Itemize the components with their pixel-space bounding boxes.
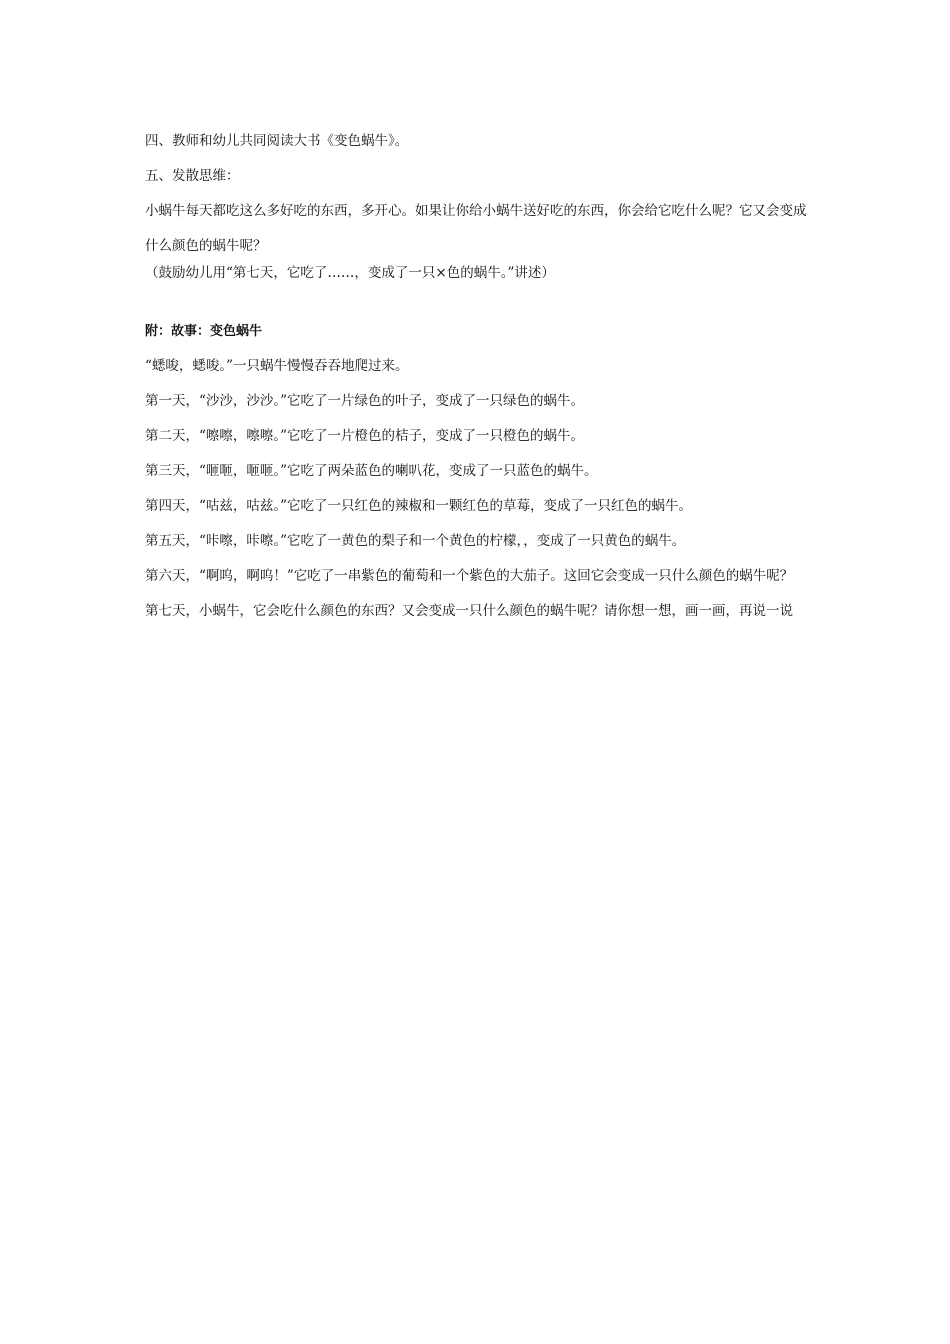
step-5-heading: 五、发散思维： bbox=[145, 168, 240, 184]
story-heading: 附：故事：变色蜗牛 bbox=[145, 324, 263, 339]
story-line-0: “蟋唆，蟋唆。”一只蜗牛慢慢吞吞地爬过来。 bbox=[145, 358, 409, 374]
story-line-4: 第四天，“咕兹，咕兹。”它吃了一只红色的辣椒和一颗红色的草莓，变成了一只红色的蜗牛。 bbox=[145, 498, 693, 514]
story-line-3: 第三天，“咂咂，咂咂。”它吃了两朵蓝色的喇叭花，变成了一只蓝色的蜗牛。 bbox=[145, 463, 598, 479]
story-line-7: 第七天，小蜗牛，它会吃什么颜色的东西？又会变成一只什么颜色的蜗牛呢？请你想一想，画一画，再说一说 bbox=[145, 603, 793, 619]
story-line-2: 第二天，“嚓嚓，嚓嚓。”它吃了一片橙色的桔子，变成了一只橙色的蜗牛。 bbox=[145, 428, 585, 444]
document-page bbox=[145, 124, 815, 629]
question-paragraph: 小蜗牛每天都吃这么多好吃的东西，多开心。如果让你给小蜗牛送好吃的东西，你会给它吃什么呢？它又会变成什么颜色的蜗牛呢？ bbox=[145, 203, 807, 254]
hint-text: （鼓励幼儿用“第七天，它吃了……，变成了一只×色的蜗牛。”讲述） bbox=[145, 265, 555, 281]
story-line-1: 第一天，“沙沙，沙沙。”它吃了一片绿色的叶子，变成了一只绿色的蜗牛。 bbox=[145, 393, 585, 409]
story-line-5: 第五天，“咔嚓，咔嚓。”它吃了一黄色的梨子和一个黄色的柠檬，，变成了一只黄色的蜗牛。 bbox=[145, 533, 686, 549]
story-line-6: 第六天，“啊呜，啊呜！”它吃了一串紫色的葡萄和一个紫色的大茄子。这回它会变成一只什么颜色的蜗牛呢？ bbox=[145, 568, 794, 584]
step-4-text: 四、教师和幼儿共同阅读大书《变色蜗牛》。 bbox=[145, 133, 409, 149]
